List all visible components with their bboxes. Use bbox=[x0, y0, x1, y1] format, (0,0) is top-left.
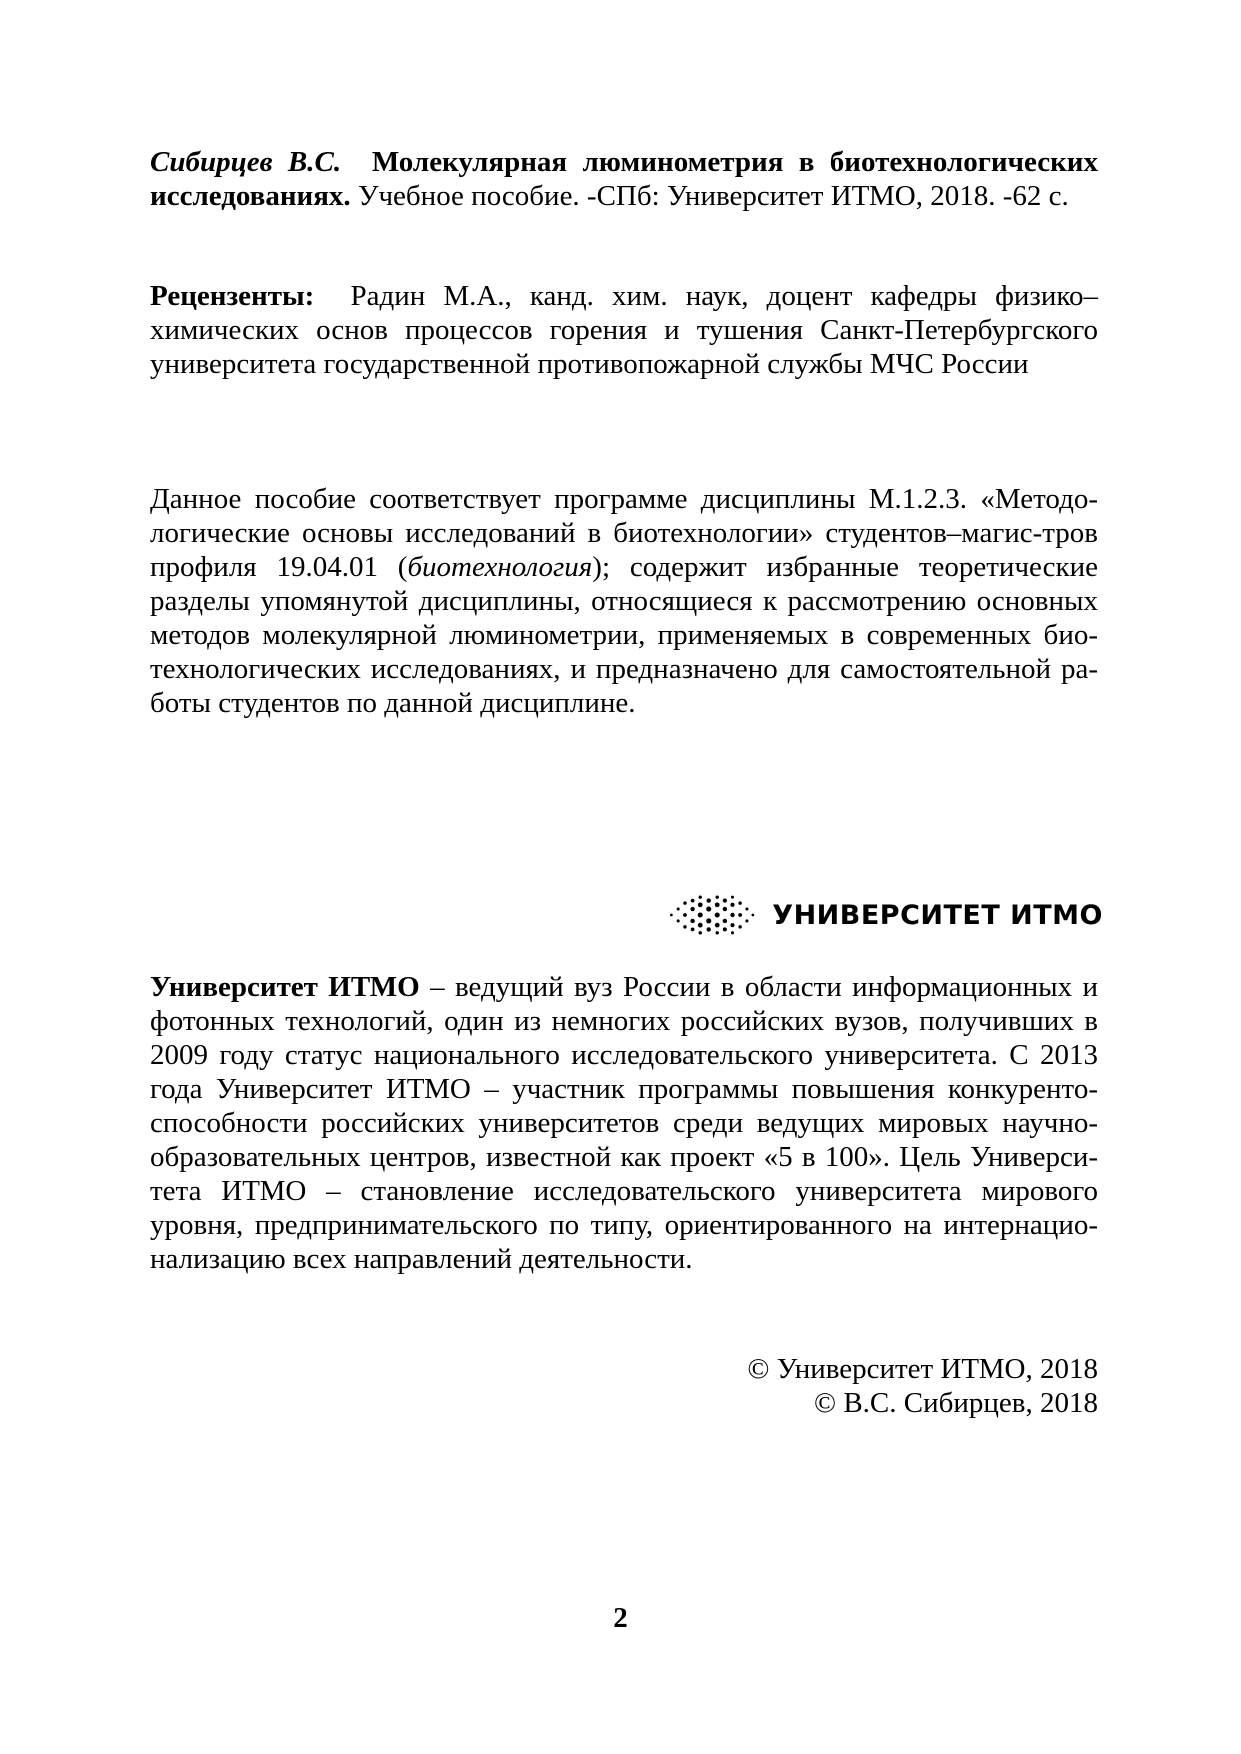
about-line: фотонных технологий, один из немногих российских вузов, получивших в bbox=[150, 1005, 1098, 1037]
about-line: нализацию всех направлений деятельности. bbox=[150, 1243, 693, 1275]
about-university-name: Университет ИТМО bbox=[150, 971, 420, 1003]
about-line bbox=[150, 970, 1098, 1004]
logo-wordmark: УНИВЕРСИТЕТ ИТМО bbox=[772, 899, 1103, 931]
annotation-line: разделы упомянутой дисциплины, относящиеся к рассмотрению основных bbox=[150, 585, 1098, 617]
annotation-line: методов молекулярной люминометрии, применяемых в современных био- bbox=[150, 619, 1098, 651]
reviewers-section bbox=[150, 279, 1098, 381]
annotation-line: Данное пособие соответствует программе дисциплины М.1.2.3. «Методо- bbox=[150, 483, 1098, 515]
annotation-paragraph bbox=[150, 482, 1098, 720]
annotation-line3-post: ); содержит избранные теоретические bbox=[592, 551, 1098, 583]
citation-title-part1: Молекулярная люминометрия в биотехнологических bbox=[371, 146, 1098, 178]
about-line: года Университет ИТМО – участник программы повышения конкуренто- bbox=[150, 1073, 1098, 1105]
university-description bbox=[150, 970, 1098, 1276]
citation-rest: Учебное пособие. -СПб: Университет ИТМО, 2018. -62 с. bbox=[357, 180, 1069, 212]
citation-author: Сибирцев В.С. bbox=[150, 146, 342, 178]
copyright-line-author: © В.С. Сибирцев, 2018 bbox=[814, 1387, 1098, 1419]
copyright-line-university: © Университет ИТМО, 2018 bbox=[747, 1353, 1098, 1385]
reviewers-line-2: химических основ процессов горения и тушения Санкт-Петербургского bbox=[150, 314, 1098, 346]
reviewers-label: Рецензенты: bbox=[150, 280, 315, 312]
about-line: уровня, предпринимательского по типу, ориентированного на интернацио- bbox=[150, 1209, 1098, 1241]
about-line: тета ИТМО – становление исследовательского университета мирового bbox=[150, 1175, 1098, 1207]
bibliographic-citation bbox=[150, 145, 1098, 213]
reviewers-line-3: университета государственной противопожарной службы МЧС России bbox=[150, 348, 1029, 380]
citation-title-part2: исследованиях. bbox=[150, 180, 351, 212]
itmo-logo bbox=[668, 888, 1103, 942]
about-line1-rest: – ведущий вуз России в области информационных и bbox=[419, 971, 1099, 1003]
annotation-line: логические основы исследований в биотехнологии» студентов–магис-тров bbox=[150, 517, 1098, 549]
itmo-dots-logo-icon bbox=[668, 890, 756, 940]
about-line: способности российских университетов среди ведущих мировых научно- bbox=[150, 1107, 1098, 1139]
annotation-line3-italic: биотехнология bbox=[407, 551, 593, 583]
about-line: образовательных центров, известной как проект «5 в 100». Цель Универси- bbox=[150, 1141, 1098, 1173]
annotation-line: технологических исследованиях, и предназначено для самостоятельной ра- bbox=[150, 653, 1098, 685]
about-line: 2009 году статус национального исследовательского университета. С 2013 bbox=[150, 1039, 1098, 1071]
page-number: 2 bbox=[613, 1602, 628, 1634]
reviewers-text: Радин М.А., канд. хим. наук, доцент кафедры физико– bbox=[350, 280, 1099, 312]
citation-line-1 bbox=[150, 145, 1098, 179]
annotation-line bbox=[150, 550, 1098, 584]
annotation-line3-pre: профиля 19.04.01 ( bbox=[150, 551, 408, 583]
annotation-line: боты студентов по данной дисциплине. bbox=[150, 687, 636, 719]
reviewers-line-1 bbox=[150, 279, 1098, 313]
citation-line-2 bbox=[150, 179, 1098, 213]
copyright-block bbox=[150, 1352, 1098, 1420]
